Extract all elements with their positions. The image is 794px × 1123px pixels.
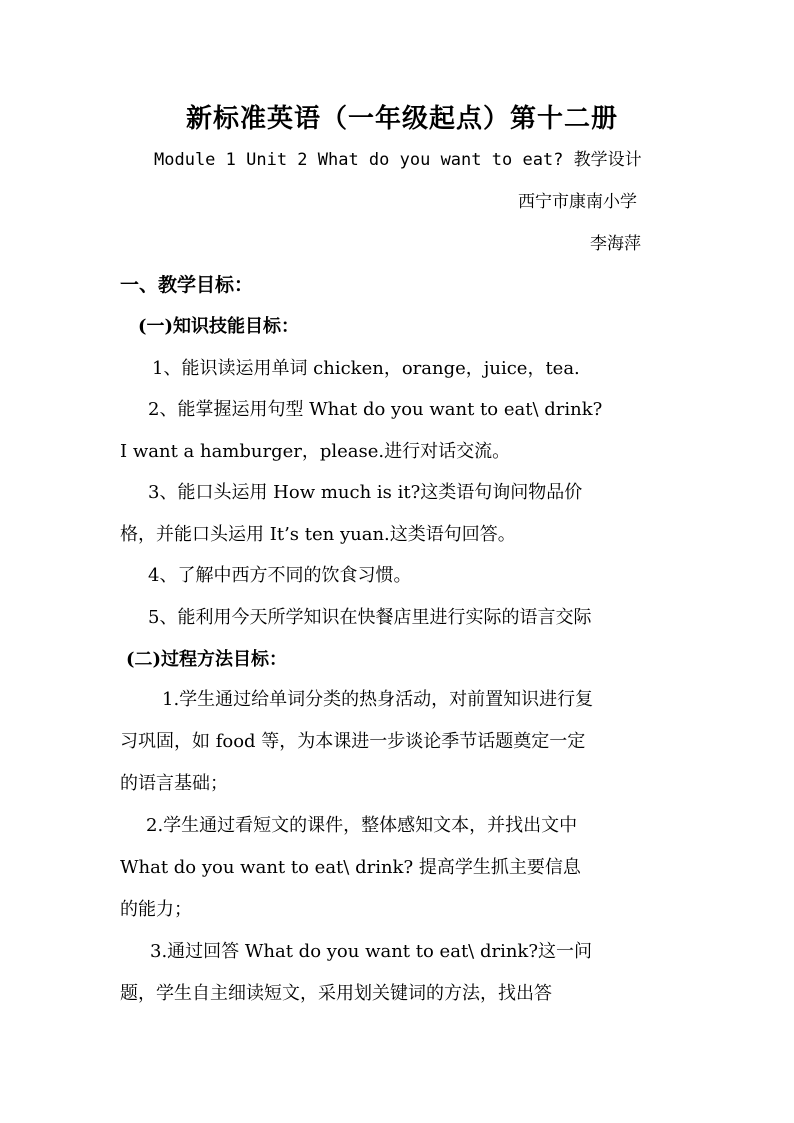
document-subtitle: Module 1 Unit 2 What do you want to eat? 教学设计 — [154, 150, 642, 170]
goal-item-5: 5、能利用今天所学知识在快餐店里进行实际的语言交际 — [148, 607, 592, 628]
goal-item-1: 1、能识读运用单词 chicken，orange，juice，tea. — [152, 358, 580, 379]
section-heading-teaching-goals: 一、教学目标： — [120, 274, 254, 296]
goal-item-3-cont: 格，并能口头运用 It’s ten yuan.这类语句回答。 — [120, 524, 516, 545]
process-item-3: 3.通过回答 What do you want to eat\ drink?这一问 — [150, 941, 592, 962]
process-item-2-cont: What do you want to eat\ drink? 提高学生抓主要信息 — [120, 857, 581, 878]
goal-item-4: 4、了解中西方不同的饮食习惯。 — [148, 565, 412, 586]
process-item-1-cont2: 的语言基础； — [120, 773, 228, 794]
process-item-2-cont2: 的能力； — [120, 899, 192, 920]
goal-item-3: 3、能口头运用 How much is it?这类语句询问物品价 — [148, 482, 583, 503]
school-name: 西宁市康南小学 — [518, 192, 637, 212]
process-item-2: 2.学生通过看短文的课件，整体感知文本，并找出文中 — [146, 815, 578, 836]
goal-item-2: 2、能掌握运用句型 What do you want to eat\ drink? — [148, 399, 603, 420]
subsection-heading-knowledge-skills: (一)知识技能目标： — [138, 316, 300, 337]
process-item-1: 1.学生通过给单词分类的热身活动，对前置知识进行复 — [162, 689, 594, 710]
process-item-3-cont: 题，学生自主细读短文，采用划关键词的方法，找出答 — [120, 983, 552, 1004]
author-name: 李海萍 — [590, 234, 641, 254]
document-title: 新标准英语（一年级起点）第十二册 — [186, 104, 619, 134]
process-item-1-cont: 习巩固，如 food 等，为本课进一步谈论季节话题奠定一定 — [120, 731, 586, 752]
goal-item-2-cont: I want a hamburger，please.进行对话交流。 — [120, 441, 511, 462]
subsection-heading-process-methods: (二)过程方法目标： — [126, 649, 288, 670]
